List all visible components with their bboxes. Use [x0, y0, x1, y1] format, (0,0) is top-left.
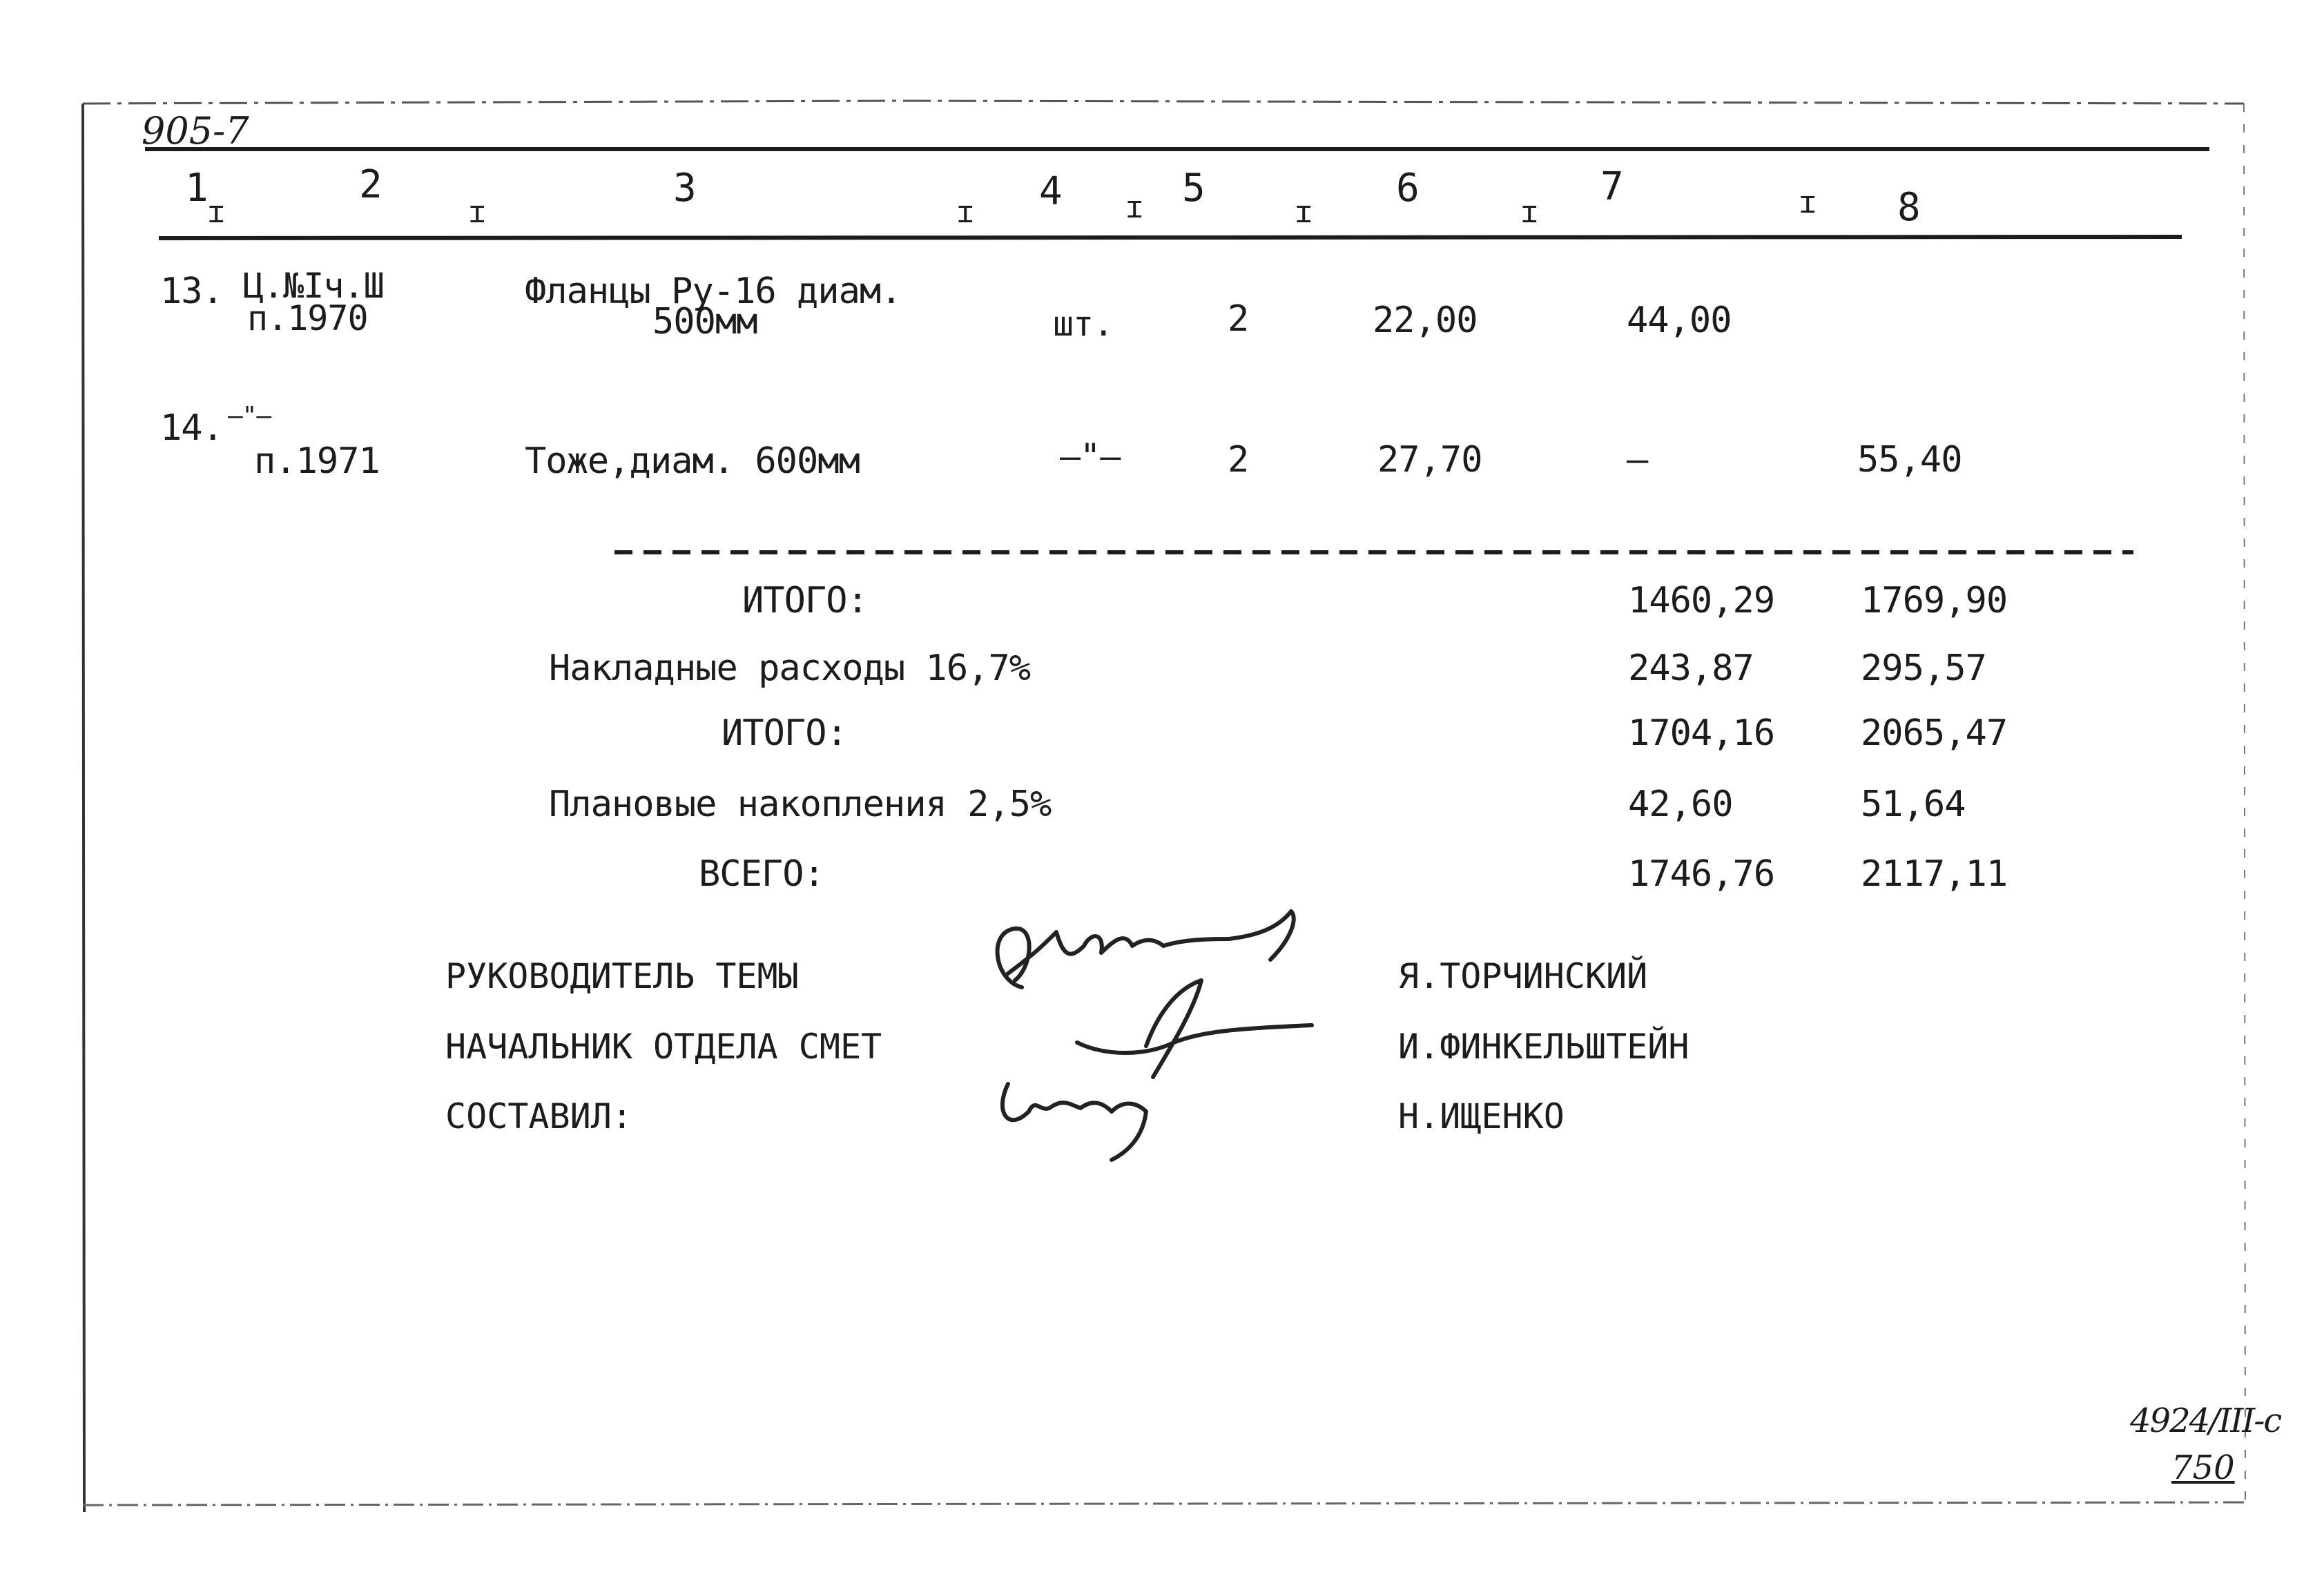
row-unit: –"– [1060, 436, 1121, 476]
row-reference-year: п.1970 [247, 298, 368, 338]
row-price: 22,00 [1373, 300, 1478, 341]
row-name: Фланцы Ру-16 диам. [525, 271, 902, 312]
summary-value-col8: 1769,90 [1861, 580, 2008, 621]
summary-value-col7: 1704,16 [1628, 712, 1775, 754]
summary-label: Накладные расходы 16,7% [549, 648, 1031, 689]
summary-value-col8: 295,57 [1861, 648, 1986, 689]
col-header-4: 4 [1039, 169, 1063, 214]
col-separator: ɪ [1520, 195, 1539, 230]
col-separator: ɪ [956, 195, 975, 230]
row-name: Тоже,диам. 600мм [525, 440, 860, 482]
signer-name: Я.ТОРЧИНСКИЙ [1398, 956, 1648, 996]
signer-role: СОСТАВИЛ: [445, 1096, 632, 1136]
document-code: 905-7 [142, 109, 249, 153]
col-separator: ɪ [468, 195, 487, 230]
summary-value-col8: 2065,47 [1861, 712, 2008, 754]
row-total-col7: – [1627, 439, 1648, 481]
col-header-7: 7 [1600, 164, 1624, 209]
row-reference: Ц.№Iч.Ш [243, 266, 384, 306]
row-reference-year: п.1971 [254, 440, 380, 482]
stamp-number: 750 [2171, 1448, 2235, 1487]
col-header-1: 1 [185, 166, 209, 211]
col-separator: ɪ [1295, 195, 1313, 230]
summary-value-col7: 1460,29 [1628, 580, 1775, 621]
handwritten-signatures [967, 891, 1395, 1167]
col-header-5: 5 [1182, 166, 1205, 211]
row-total-col8: 55,40 [1857, 439, 1962, 481]
summary-label: Плановые накопления 2,5% [549, 784, 1052, 825]
col-separator: ɪ [1799, 185, 1817, 220]
summary-value-col7: 42,60 [1628, 784, 1733, 825]
signer-name: И.ФИНКЕЛЬШТЕЙН [1398, 1027, 1689, 1067]
summary-value-col7: 1746,76 [1628, 853, 1775, 895]
col-header-6: 6 [1396, 166, 1420, 211]
row-number: 14. [160, 407, 223, 449]
stamp-code: 4924/III-с [2130, 1402, 2281, 1440]
row-total-col7: 44,00 [1627, 300, 1732, 341]
col-separator: ɪ [207, 195, 226, 230]
signer-name: Н.ИЩЕНКО [1398, 1096, 1565, 1136]
summary-label: ВСЕГО: [699, 853, 824, 895]
row-price: 27,70 [1377, 439, 1482, 481]
col-header-3: 3 [673, 166, 697, 211]
row-reference: –"– [228, 402, 271, 430]
row-unit: шт. [1053, 304, 1114, 344]
signer-role: РУКОВОДИТЕЛЬ ТЕМЫ [445, 956, 799, 996]
summary-value-col8: 51,64 [1861, 784, 1966, 825]
row-name-cont: 500мм [652, 301, 757, 342]
col-header-2: 2 [359, 162, 383, 207]
summary-value-col7: 243,87 [1628, 648, 1754, 689]
col-header-8: 8 [1897, 185, 1921, 230]
col-separator: ɪ [1125, 190, 1144, 225]
summary-value-col8: 2117,11 [1861, 853, 2008, 895]
summary-label: ИТОГО: [742, 580, 868, 621]
row-number: 13. [160, 271, 223, 312]
signer-role: НАЧАЛЬНИК ОТДЕЛА СМЕТ [445, 1027, 882, 1067]
summary-label: ИТОГО: [722, 712, 847, 754]
row-quantity: 2 [1228, 439, 1249, 481]
row-quantity: 2 [1228, 298, 1249, 340]
